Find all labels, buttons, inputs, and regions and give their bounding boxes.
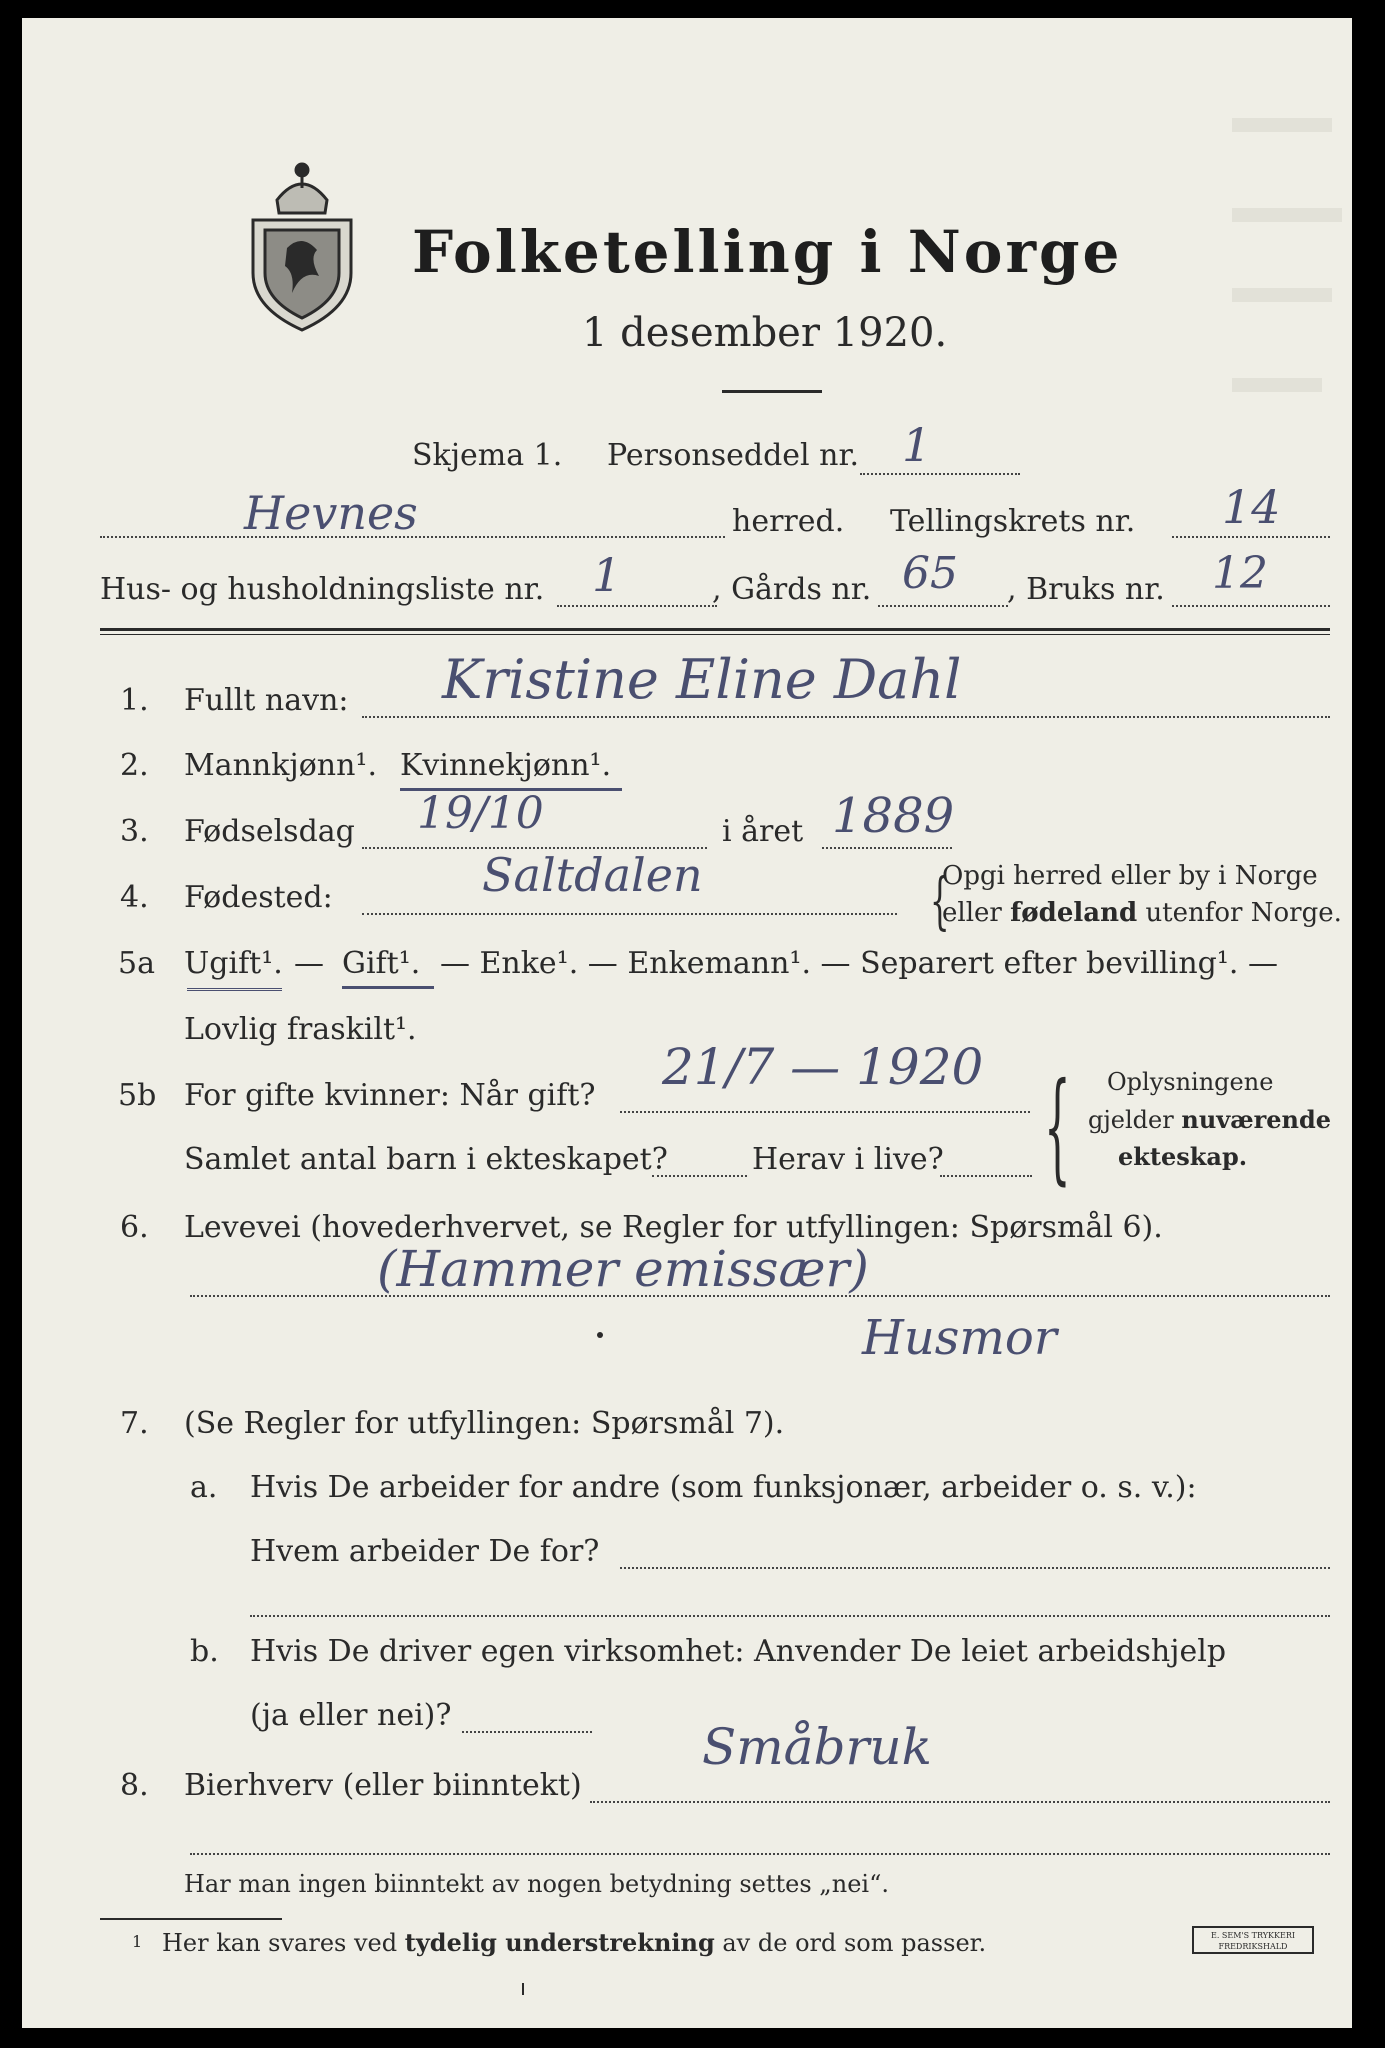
q3-year-label: i året: [722, 814, 804, 849]
footnote-text: Her kan svares ved tydelig understrekning av de ord som passer.: [162, 1928, 987, 1957]
birthday-value[interactable]: 19/10: [417, 788, 544, 839]
q1-label: Fullt navn:: [184, 683, 349, 718]
gards-value[interactable]: 65: [902, 548, 958, 599]
gift-underline: [342, 986, 434, 989]
q5b-note-2: gjelder nuværende: [1088, 1105, 1332, 1134]
q3-number: 3.: [120, 814, 149, 849]
herred-value[interactable]: Hevnes: [244, 486, 418, 540]
married-date-value[interactable]: 21/7 — 1920: [662, 1038, 984, 1096]
section-divider-top: [100, 628, 1330, 631]
q6-number: 6.: [120, 1210, 149, 1245]
q5a-number: 5a: [118, 946, 155, 981]
occupation-value-1[interactable]: (Hammer emissær): [377, 1240, 869, 1298]
q4-brace: {: [929, 864, 950, 937]
q3-label: Fødselsdag: [184, 814, 355, 849]
q7a-sub: Hvem arbeider De for?: [250, 1534, 600, 1569]
bruks-label: , Bruks nr.: [1007, 572, 1165, 607]
q6-label: Levevei (hovederhvervet, se Regler for utfyllingen: Spørsmål 6).: [184, 1210, 1163, 1245]
q2-number: 2.: [120, 748, 149, 783]
q7-label: (Se Regler for utfyllingen: Spørsmål 7).: [184, 1406, 785, 1441]
herred-label: herred.: [732, 504, 845, 539]
occupation-value-2[interactable]: Husmor: [862, 1310, 1057, 1366]
q5b-number: 5b: [118, 1078, 157, 1113]
section-divider-bottom: [100, 634, 1330, 635]
printer-line-1: E. SEM'S TRYKKERI: [1210, 1931, 1296, 1940]
title-divider: [722, 390, 822, 393]
hus-value[interactable]: 1: [592, 548, 622, 602]
q5b-children-label: Samlet antal barn i ekteskapet?: [184, 1142, 668, 1177]
birthplace-value[interactable]: Saltdalen: [482, 848, 703, 902]
sex-male-option[interactable]: Mannkjønn¹.: [184, 748, 377, 783]
printer-stamp: [1192, 1926, 1314, 1954]
form-date: 1 desember 1920.: [582, 310, 948, 356]
form-title: Folketelling i Norge: [412, 218, 1123, 286]
q5b-note-3: ekteskap.: [1118, 1142, 1248, 1171]
q5b-brace: {: [1044, 1058, 1071, 1197]
q7-number: 7.: [120, 1406, 149, 1441]
census-form-page: [22, 18, 1352, 2028]
tellingskrets-label: Tellingskrets nr.: [890, 504, 1136, 539]
q7a-letter: a.: [190, 1470, 218, 1505]
q4-note-1: Opgi herred eller by i Norge: [942, 861, 1318, 891]
q8-note: Har man ingen biinntekt av nogen betydning settes „nei“.: [184, 1870, 889, 1898]
q8-number: 8.: [120, 1768, 149, 1803]
q5b-note-1: Oplysningene: [1107, 1068, 1274, 1096]
skjema-label: Skjema 1.: [412, 438, 563, 473]
q5a-other-options: — Enke¹. — Enkemann¹. — Separert efter bevilling¹. —: [440, 946, 1278, 981]
q4-label: Fødested:: [184, 880, 333, 915]
q5a-dash: —: [294, 946, 324, 981]
birth-year-value[interactable]: 1889: [832, 788, 955, 844]
ugift-strikeout: [187, 976, 282, 991]
full-name-value[interactable]: Kristine Eline Dahl: [442, 648, 962, 711]
gards-label: , Gårds nr.: [712, 572, 872, 607]
personseddel-value[interactable]: 1: [902, 418, 932, 472]
q5b-alive-label: Herav i live?: [752, 1142, 944, 1177]
footnote-divider: [100, 1918, 282, 1920]
bruks-value[interactable]: 12: [1212, 548, 1268, 599]
q7b-letter: b.: [190, 1634, 219, 1669]
hus-label: Hus- og husholdningsliste nr.: [100, 572, 545, 607]
q7a-label: Hvis De arbeider for andre (som funksjonær, arbeider o. s. v.):: [250, 1470, 1197, 1505]
status-gift-option[interactable]: Gift¹.: [342, 946, 421, 981]
personseddel-label: Personseddel nr.: [607, 438, 860, 473]
bottom-mark: [522, 1983, 524, 1995]
q7b-label: Hvis De driver egen virksomhet: Anvender De leiet arbeidshjelp: [250, 1634, 1227, 1669]
q8-label: Bierhverv (eller biinntekt): [184, 1768, 582, 1803]
q5b-label: For gifte kvinner: Når gift?: [184, 1078, 596, 1113]
status-ugift-option[interactable]: Ugift¹.: [184, 946, 283, 981]
coat-of-arms-icon: [247, 158, 357, 333]
q5a-line2: Lovlig fraskilt¹.: [184, 1012, 417, 1047]
sex-female-option[interactable]: Kvinnekjønn¹.: [400, 748, 612, 783]
side-occupation-value[interactable]: Småbruk: [702, 1718, 932, 1776]
q4-number: 4.: [120, 880, 149, 915]
footnote-mark: 1: [132, 1932, 143, 1951]
printer-line-2: FREDRIKSHALD: [1218, 1942, 1288, 1951]
q6-dot: [597, 1332, 603, 1338]
q7b-sub: (ja eller nei)?: [250, 1698, 452, 1733]
q1-number: 1.: [120, 683, 149, 718]
q4-note-2: eller fødeland utenfor Norge.: [942, 898, 1342, 928]
tellingskrets-value[interactable]: 14: [1222, 480, 1281, 534]
